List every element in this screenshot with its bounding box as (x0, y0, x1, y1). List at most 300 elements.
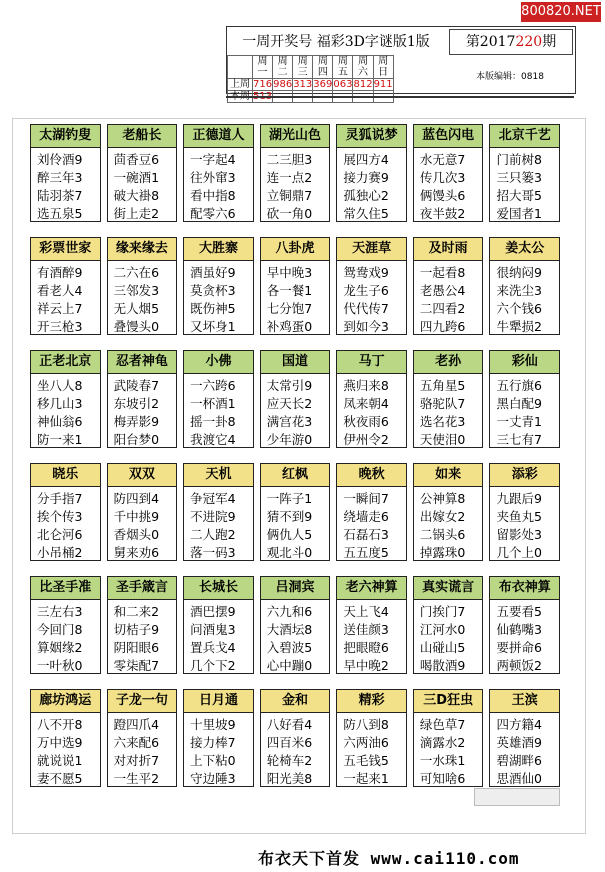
riddle-line: 阳台梦0 (113, 432, 160, 447)
riddle-card (413, 689, 484, 787)
riddle-line: 今回门8 (37, 622, 83, 637)
riddle-card (336, 576, 407, 674)
riddle-line: 香烟头0 (113, 527, 160, 542)
riddle-lines (184, 261, 253, 336)
riddle-line: 门挨门7 (419, 604, 466, 619)
riddle-lines (414, 148, 483, 223)
riddle-line: 守边陲3 (190, 771, 236, 786)
riddle-lines (261, 487, 330, 562)
riddle-line: 一字起4 (190, 152, 236, 167)
riddle-card (30, 350, 101, 448)
riddle-lines (490, 261, 559, 336)
riddle-card (183, 237, 254, 335)
riddle-card-title: 比圣手准 (31, 577, 100, 600)
riddle-line: 六个钱6 (496, 301, 542, 316)
riddle-line: 千中挑9 (113, 509, 160, 524)
riddle-line: 出嫁女2 (419, 509, 466, 524)
riddle-lines (184, 600, 253, 675)
riddle-line: 门前树8 (496, 152, 542, 167)
riddle-line: 陆羽茶7 (37, 188, 83, 203)
scroll-ticker (474, 788, 560, 806)
riddle-line: 掉露珠0 (419, 545, 466, 560)
riddle-line: 山碰山5 (419, 640, 466, 655)
riddle-card-title: 添彩 (490, 464, 559, 487)
riddle-row (30, 576, 560, 674)
riddle-line: 秋夜雨6 (343, 414, 389, 429)
riddle-line: 五毛钱5 (343, 753, 389, 768)
riddle-line: 到如今3 (343, 319, 389, 334)
riddle-card-title: 三D狂虫 (414, 690, 483, 713)
riddle-card-title: 缘来缘去 (108, 238, 177, 261)
riddle-line: 三只篓3 (496, 170, 542, 185)
riddle-lines (414, 374, 483, 449)
days-row (228, 56, 394, 79)
riddle-card (489, 576, 560, 674)
riddle-line: 选五泉5 (37, 206, 83, 221)
riddle-line: 猜不到9 (266, 509, 313, 524)
riddle-lines (31, 713, 100, 788)
riddle-line: 仙鹤嘴3 (496, 622, 542, 637)
riddle-line: 绕墙走6 (343, 509, 389, 524)
riddle-line: 一起来1 (343, 771, 389, 786)
riddle-line: 两顿饭2 (496, 658, 542, 673)
riddle-line: 早中晚3 (266, 265, 313, 280)
riddle-card-title: 圣手箴言 (108, 577, 177, 600)
riddle-line: 防四到4 (113, 491, 160, 506)
riddle-line: 七分饱7 (266, 301, 313, 316)
riddle-lines (261, 374, 330, 449)
riddle-card-title: 双双 (108, 464, 177, 487)
riddle-line: 蹬四爪4 (113, 717, 160, 732)
riddle-card-title: 布衣神算 (490, 577, 559, 600)
riddle-line: 算姻缘2 (37, 640, 83, 655)
riddle-card (107, 350, 178, 448)
riddle-lines (414, 487, 483, 562)
riddle-line: 一阵子1 (266, 491, 313, 506)
riddle-line: 一起看8 (419, 265, 466, 280)
riddle-line: 无人烟5 (113, 301, 160, 316)
riddle-line: 茴香豆6 (113, 152, 160, 167)
riddle-line: 梅弄影9 (113, 414, 160, 429)
riddle-card-title: 彩票世家 (31, 238, 100, 261)
riddle-line: 配零六6 (190, 206, 236, 221)
issue-prefix: 第2017 (465, 34, 516, 50)
riddle-line: 二锅头6 (419, 527, 466, 542)
editor-label: 本版编辑： (476, 72, 522, 82)
riddle-card (183, 350, 254, 448)
riddle-row (30, 350, 560, 448)
riddle-lines (337, 487, 406, 562)
header-divider (226, 96, 574, 98)
riddle-line: 很纳闷9 (496, 265, 542, 280)
riddle-line: 早中晚2 (343, 658, 389, 673)
riddle-line: 一丈青1 (496, 414, 542, 429)
riddle-line: 可知啥6 (419, 771, 466, 786)
riddle-card (336, 124, 407, 222)
day-cell: 周五 (333, 56, 353, 79)
riddle-line: 各一餐1 (266, 283, 313, 298)
riddle-card-title: 晚秋 (337, 464, 406, 487)
riddle-lines (184, 487, 253, 562)
riddle-line: 心中蹦0 (266, 658, 313, 673)
riddle-card (413, 463, 484, 561)
riddle-line: 争冠军4 (190, 491, 236, 506)
last-week-row (228, 79, 394, 91)
riddle-line: 骆驼队7 (419, 396, 466, 411)
riddle-line: 二三胆3 (266, 152, 313, 167)
riddle-line: 碧湖畔6 (496, 753, 542, 768)
riddle-lines (337, 600, 406, 675)
riddle-card-title: 子龙一句 (108, 690, 177, 713)
this-week-label: 本周 (228, 91, 253, 103)
riddle-line: 大酒坛8 (266, 622, 313, 637)
riddle-line: 补鸡蛋0 (266, 319, 313, 334)
riddle-card-title: 王滨 (490, 690, 559, 713)
riddle-card (489, 463, 560, 561)
riddle-line: 把眼瞪6 (343, 640, 389, 655)
riddle-card-title: 国道 (261, 351, 330, 374)
riddle-line: 九跟后9 (496, 491, 542, 506)
riddle-line: 小吊桶2 (37, 545, 83, 560)
riddle-card-title: 蓝色闪电 (414, 125, 483, 148)
riddle-card (413, 237, 484, 335)
last-week-cell: 911 (373, 79, 393, 90)
riddle-line: 就说说1 (37, 753, 83, 768)
riddle-card-title: 金和 (261, 690, 330, 713)
riddle-line: 俩馒头6 (419, 188, 466, 203)
riddle-lines (108, 148, 177, 223)
riddle-grid (30, 124, 560, 802)
riddle-card-title: 精彩 (337, 690, 406, 713)
day-cell: 周日 (373, 56, 393, 79)
riddle-line: 常久住5 (343, 206, 389, 221)
riddle-card (30, 576, 101, 674)
issue-box (449, 29, 573, 55)
riddle-line: 五要看5 (496, 604, 542, 619)
riddle-line: 三七有7 (496, 432, 542, 447)
riddle-card (183, 463, 254, 561)
riddle-card (260, 576, 331, 674)
riddle-line: 万中选9 (37, 735, 83, 750)
riddle-card-title: 正老北京 (31, 351, 100, 374)
riddle-lines (337, 374, 406, 449)
riddle-line: 上下粘0 (190, 753, 236, 768)
riddle-line: 四方籍4 (496, 717, 542, 732)
riddle-line: 立铜鼎7 (266, 188, 313, 203)
riddle-line: 六来配6 (113, 735, 160, 750)
riddle-card-title: 红枫 (261, 464, 330, 487)
riddle-line: 接力赛9 (343, 170, 389, 185)
riddle-lines (108, 374, 177, 449)
riddle-line: 选名花3 (419, 414, 466, 429)
riddle-line: 留影处3 (496, 527, 542, 542)
riddle-card (413, 350, 484, 448)
riddle-line: 黑白配9 (496, 396, 542, 411)
riddle-line: 招大哥5 (496, 188, 542, 203)
riddle-lines (337, 261, 406, 336)
riddle-card-title: 彩仙 (490, 351, 559, 374)
riddle-line: 我渡它4 (190, 432, 236, 447)
riddle-card-title: 如来 (414, 464, 483, 487)
riddle-line: 六九和6 (266, 604, 313, 619)
riddle-card (336, 463, 407, 561)
riddle-card-title: 老孙 (414, 351, 483, 374)
riddle-card (413, 124, 484, 222)
riddle-line: 孤独心2 (343, 188, 389, 203)
riddle-card (336, 237, 407, 335)
riddle-line: 五五度5 (343, 545, 389, 560)
riddle-lines (31, 374, 100, 449)
riddle-line: 一六跨6 (190, 378, 236, 393)
riddle-card-title: 太湖钓叟 (31, 125, 100, 148)
riddle-line: 送佳颜3 (343, 622, 389, 637)
riddle-card (30, 237, 101, 335)
riddle-card (336, 689, 407, 787)
last-week-cell: 986 (273, 79, 293, 90)
riddle-line: 酒巴摆9 (190, 604, 236, 619)
riddle-line: 北仑河6 (37, 527, 83, 542)
riddle-card (413, 576, 484, 674)
riddle-line: 一瞬间7 (343, 491, 389, 506)
riddle-lines (337, 713, 406, 788)
riddle-lines (414, 600, 483, 675)
riddle-lines (261, 713, 330, 788)
riddle-line: 挨个传3 (37, 509, 83, 524)
riddle-line: 代代传7 (343, 301, 389, 316)
riddle-line: 街上走2 (113, 206, 160, 221)
riddle-line: 一碗酒1 (113, 170, 160, 185)
riddle-card (260, 689, 331, 787)
day-cell: 周三 (293, 56, 313, 79)
riddle-lines (490, 487, 559, 562)
day-cell: 周六 (353, 56, 373, 79)
riddle-card (489, 689, 560, 787)
riddle-row (30, 463, 560, 561)
riddle-line: 接力棒7 (190, 735, 236, 750)
riddle-line: 叠馒头0 (113, 319, 160, 334)
riddle-card (260, 237, 331, 335)
riddle-lines (108, 261, 177, 336)
last-week-cell: 063 (333, 79, 353, 90)
riddle-lines (31, 600, 100, 675)
riddle-row (30, 689, 560, 787)
riddle-line: 祥云上7 (37, 301, 83, 316)
riddle-line: 天使泪0 (419, 432, 466, 447)
riddle-line: 绿色草7 (419, 717, 466, 732)
last-week-label: 上周 (228, 79, 253, 91)
riddle-line: 八不开8 (37, 717, 83, 732)
riddle-card (183, 124, 254, 222)
riddle-line: 一水珠1 (419, 753, 466, 768)
riddle-card-title: 湖光山色 (261, 125, 330, 148)
riddle-lines (184, 713, 253, 788)
riddle-line: 传几次3 (419, 170, 466, 185)
riddle-line: 二六在6 (113, 265, 160, 280)
riddle-card-title: 天机 (184, 464, 253, 487)
riddle-lines (31, 261, 100, 336)
riddle-card-title: 北京千艺 (490, 125, 559, 148)
riddle-card-title: 八卦虎 (261, 238, 330, 261)
riddle-line: 龙生子6 (343, 283, 389, 298)
riddle-line: 十里坡9 (190, 717, 236, 732)
riddle-line: 喝散酒9 (419, 658, 466, 673)
riddle-line: 六两油6 (343, 735, 389, 750)
issue-number: 220 (515, 34, 543, 50)
riddle-line: 酒虽好9 (190, 265, 236, 280)
riddle-line: 舅来劝6 (113, 545, 160, 560)
riddle-line: 摇一卦8 (190, 414, 236, 429)
riddle-lines (108, 487, 177, 562)
riddle-line: 思酒仙0 (496, 771, 542, 786)
riddle-card-title: 日月通 (184, 690, 253, 713)
day-cell: 周一 (253, 56, 273, 79)
riddle-lines (261, 261, 330, 336)
riddle-line: 连一点2 (266, 170, 313, 185)
editor-line (449, 69, 571, 82)
day-cell: 周二 (273, 56, 293, 79)
riddle-line: 伊州令2 (343, 432, 389, 447)
riddle-line: 展四方4 (343, 152, 389, 167)
riddle-line: 问酒鬼3 (190, 622, 236, 637)
riddle-card-title: 天涯草 (337, 238, 406, 261)
riddle-card (489, 350, 560, 448)
riddle-lines (261, 600, 330, 675)
riddle-line: 置兵戈4 (190, 640, 236, 655)
riddle-line: 一叶秋0 (37, 658, 83, 673)
riddle-line: 神仙翁6 (37, 414, 83, 429)
site-badge: 800820.NET (521, 2, 601, 22)
riddle-lines (261, 148, 330, 223)
riddle-line: 燕归来8 (343, 378, 389, 393)
riddle-line: 一生平2 (113, 771, 160, 786)
riddle-card-title: 灵狐说梦 (337, 125, 406, 148)
riddle-line: 老愚公4 (419, 283, 466, 298)
riddle-line: 三左右3 (37, 604, 83, 619)
riddle-line: 四九跨6 (419, 319, 466, 334)
riddle-line: 妻不愿5 (37, 771, 83, 786)
riddle-line: 有酒醉9 (37, 265, 83, 280)
riddle-line: 和二来2 (113, 604, 160, 619)
riddle-lines (490, 374, 559, 449)
riddle-line: 五角星5 (419, 378, 466, 393)
riddle-line: 砍一角0 (266, 206, 313, 221)
riddle-line: 防一来1 (37, 432, 83, 447)
riddle-row (30, 124, 560, 222)
riddle-line: 牛犟损2 (496, 319, 542, 334)
riddle-line: 落一码3 (190, 545, 236, 560)
riddle-card (30, 689, 101, 787)
riddle-card (107, 576, 178, 674)
riddle-lines (490, 148, 559, 223)
riddle-line: 莫贪杯3 (190, 283, 236, 298)
riddle-line: 又坏身1 (190, 319, 236, 334)
riddle-line: 滴露水2 (419, 735, 466, 750)
riddle-card (183, 576, 254, 674)
riddle-card-title: 小佛 (184, 351, 253, 374)
riddle-line: 应天长2 (266, 396, 313, 411)
riddle-line: 不进院9 (190, 509, 236, 524)
riddle-line: 阳光美8 (266, 771, 313, 786)
last-week-cell: 313 (293, 79, 313, 90)
riddle-lines (414, 713, 483, 788)
riddle-line: 看中指8 (190, 188, 236, 203)
header-panel (226, 26, 576, 102)
riddle-card-title: 正德道人 (184, 125, 253, 148)
riddle-line: 观北斗0 (266, 545, 313, 560)
riddle-line: 三邻发3 (113, 283, 160, 298)
riddle-lines (184, 148, 253, 223)
riddle-line: 江河水0 (419, 622, 466, 637)
riddle-row (30, 237, 560, 335)
riddle-line: 一杯酒1 (190, 396, 236, 411)
riddle-lines (31, 148, 100, 223)
riddle-line: 零柒配7 (113, 658, 160, 673)
riddle-card (336, 350, 407, 448)
riddle-card (107, 689, 178, 787)
riddle-card-title: 晓乐 (31, 464, 100, 487)
riddle-line: 东坡引2 (113, 396, 160, 411)
riddle-line: 夹鱼丸5 (496, 509, 542, 524)
riddle-lines (337, 148, 406, 223)
riddle-card-title: 长城长 (184, 577, 253, 600)
riddle-line: 刘伶酒9 (37, 152, 83, 167)
riddle-line: 水无意7 (419, 152, 466, 167)
this-week-cell: 513 (253, 91, 273, 102)
riddle-line: 爱国者1 (496, 206, 542, 221)
riddle-line: 武陵春7 (113, 378, 160, 393)
riddle-card (260, 350, 331, 448)
riddle-line: 俩仇人5 (266, 527, 313, 542)
riddle-card-title: 老六神算 (337, 577, 406, 600)
riddle-line: 石磊石3 (343, 527, 389, 542)
riddle-lines (108, 713, 177, 788)
page-title: 一周开奖号 福彩3D字谜版1版 (242, 34, 430, 50)
corner-cell (228, 56, 253, 79)
riddle-card (489, 237, 560, 335)
riddle-line: 二人跑2 (190, 527, 236, 542)
riddle-card-title: 廊坊鸿运 (31, 690, 100, 713)
riddle-card (107, 463, 178, 561)
day-cell: 周四 (313, 56, 333, 79)
riddle-line: 来洗尘3 (496, 283, 542, 298)
riddle-line: 切桔子9 (113, 622, 160, 637)
riddle-card-title: 姜太公 (490, 238, 559, 261)
riddle-line: 满宫花3 (266, 414, 313, 429)
riddle-line: 五行旗6 (496, 378, 542, 393)
riddle-line: 夜半鼓2 (419, 206, 466, 221)
riddle-line: 坐八人8 (37, 378, 83, 393)
issue-suffix: 期 (542, 34, 557, 50)
riddle-line: 几个下2 (190, 658, 236, 673)
riddle-card (183, 689, 254, 787)
footer-credit: 布衣天下首发 www.cai110.com (258, 849, 520, 868)
riddle-card (107, 237, 178, 335)
riddle-line: 看老人4 (37, 283, 83, 298)
riddle-card (107, 124, 178, 222)
riddle-card-title: 老船长 (108, 125, 177, 148)
riddle-line: 要拼命6 (496, 640, 542, 655)
riddle-line: 几个上0 (496, 545, 542, 560)
riddle-line: 对对折7 (113, 753, 160, 768)
editor-value: 0818 (521, 72, 544, 82)
riddle-line: 分手指7 (37, 491, 83, 506)
riddle-card-title: 真实谎言 (414, 577, 483, 600)
riddle-card-title: 马丁 (337, 351, 406, 374)
riddle-line: 开三枪3 (37, 319, 83, 334)
riddle-line: 往外窜3 (190, 170, 236, 185)
last-week-cell: 369 (313, 79, 333, 90)
riddle-line: 天上飞4 (343, 604, 389, 619)
